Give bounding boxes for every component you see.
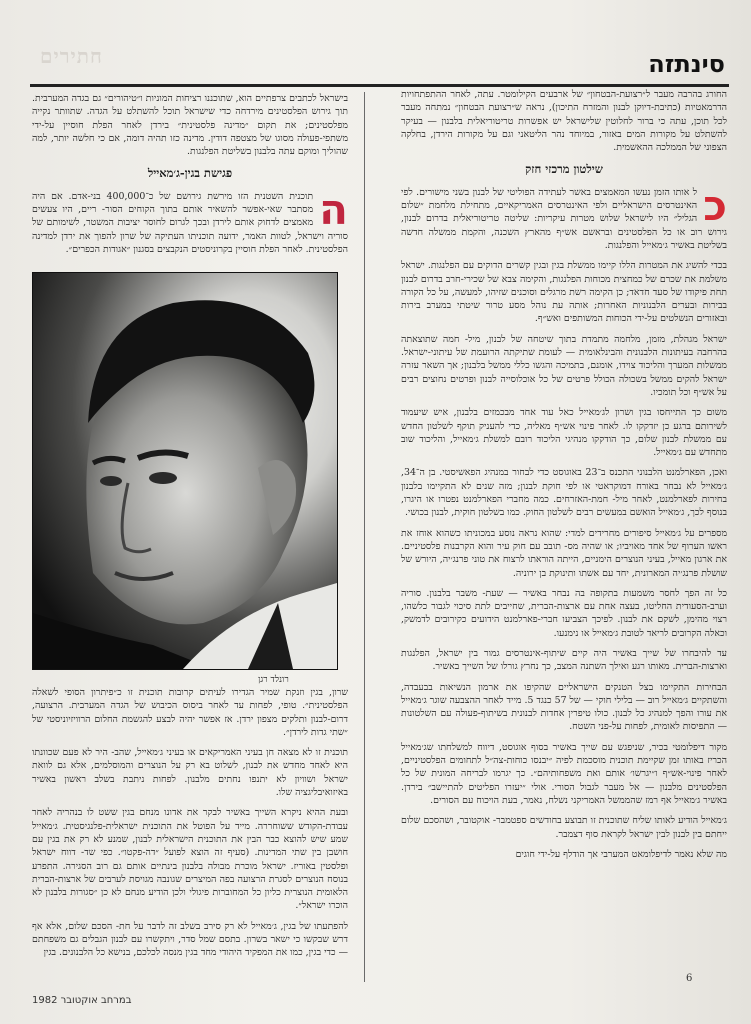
photo-caption: רונלד רגן	[258, 675, 289, 685]
right-column-heading: שילטון מרכזי חזק	[525, 162, 603, 177]
article-paragraph: משום כך התייחסו בגין ושרון לג׳מאייל כאל עוד אחד מבכמזים בלבנון, איש שיעמוד לשירותם ברגע כן יזדקקו לו. לאחר פינוי אש״ף מאליה, כדי להעניק תוקף לשלטון החדש עם ממשלת לבנון שלום, כך הודקקו מנהיגי הליכוד רובם למשלת ג׳מאייל, והליכוד שוב מתחדש עם ג׳מאייל.	[401, 407, 727, 459]
article-paragraph: בישראל לכתבים צרפתיים הוא, שתוכננו רציחות המוניות ו״טיהורים״ גם בגדה המערבית. תוך גירוש הפלסטינים מירדחה כדי שישראל תוכל להשתלט על הגדה. שתוותר נקייה מפלסטינים; את תקום ״מדינה פלסטינית״ בירדן לאחר הפלת חוסיין על-ידי משתפי-פעולה מסוגו של מצטפה דודין. מדינה כזו תהיה דומה, אם כי חלשה יותר, למה שהוליך ומוקם עתה בלבנון בשליטת הפלנגות.	[32, 93, 348, 158]
article-paragraph	[32, 184, 348, 256]
article-paragraph: בכדי להשיג את המטרות הללו קיימו ממשלת בגין ובגין קשרים הדוקים עם הפלנגות. ישראל משלמת את שכרם של כמחצית מכוחות הפלנגות, והקימה צבא של שכירי-חרב בדרום לבנון תחת פיקודו של סעד חדאד; כן הקימה רשת מרגלים וסוכנים שזיהו, למעשה, על כל הקורה בבירות ובערים הלבנוניות האחרות; אותה עת נוהל מסע טרור שיטתי במערב בירות ובאזורים הנשלטים על-ידי הכוחות המשותפים ואש״ף.	[401, 260, 727, 325]
article-paragraph: מקור דיפלומטי בכיר, שניפגש עם שייך באשיר בסוף אוגוסט, דיווח למשלחתו שג׳מאייל הכריז באותו זמן שקיימת תוכנית מוסכמת לפיה ״יבנסו כוחות-צה״ל לתחומים הפלסטיניים, לאחר פינוי-אש״ף ו״יגרשו׳ אותם ואת משפחותיהם״. כך יגרמו לבריחה המונית של כל הפלסטינים מלבנון — אל מעבר לגבול הסורי. אולי ״יעזרו הפליטים להתיישב״ בירדן. באשיר ג׳מאייל אף רמז שהממשל האמריקני נשלח, נאמר, בעת הויכוח עם הסורים.	[401, 741, 727, 806]
portrait-photo	[32, 272, 338, 670]
article-paragraph: הבחירות התקיימו בצל הטנקים הישראליים שהקיפו את ארמון הנשיאות בבעבדה, והשתקיים ג׳מאייל רוב — בלילי חוקי — של 57 כנגד 5. מייד לאחר ההצבעה שוגר ג׳מאייל את עורו והפך למנהיג כל לבנון. כולו טיפרין אחדות לבנונית בשיתוף-פעולה עם השלטונות — התפיסות לאומית, לפחות על-פני השטח.	[401, 681, 728, 733]
left-column-top	[32, 92, 348, 263]
left-column-heading: פגישת בגין-ג׳מאייל	[147, 166, 233, 181]
article-paragraph: ג׳מאייל הודיע לאותו שליח שתוכנית זו תבוצע בחודשים ספטמבר- אוקטובר, ושהסכם שלום ייחתם בין לבנון לבין ישראל לקראת סוף דצמבר.	[401, 815, 727, 840]
article-paragraph: מספרים על ג׳מאייל סיפורים מחרידים למדי: שהוא נראה נוסע במכוניתו כשהוא אוחז את ראשו הערוף של אחד מאויביו; או שהיה מס- תובב עם חוק עיר והוא הקרבנות פלסטיניים. את ארגון מאייל, בעיני הנוצרים הימניים, הייתה הוראתו לרצוח את טוני פרנג׳יה, היורש של שושלת פרנג׳יה המארונית, יחד עם אשתו ותינוקת בן ירוניה.	[401, 527, 727, 579]
article-paragraph: ובעת ההיא ניקרא השייך באשיר לבקר את אדונו מנחם בגין ששט לו בנהריה לאחר עבודת-הקודש ששוחררה. מייד על הפוטל את התוכנית ישראלית-פלנגיסטית. ג׳מאייל שמע שיש להוצא כבר הבין את התוכנית הישראלית לבנון, שמנע לא רק את בגין עם חושבן בין שתי המדינות. (סעיף זה הוצא לפועל ״דה-פקטו״. כפי שד- דווח ישראל ופלסטין באוריז. ישראל מוכרת מבולה בלבנון בינתיים אותם גם רוב הסגירה. התפרע בנוסח הנוצרים לסגרת הרצועה בפה המיצרים שגונבה מגויסת לערבים של ארצות-הברית הלאומית הנוצרית כליון כל המחוברות פיגולי ולכן הודיע מנחם לא כן ״סגורות בלבנון לא הוכרו ישראל״.	[32, 807, 348, 912]
left-column-bottom	[32, 686, 348, 967]
magazine-footer: במרחב אוקטובר 1982	[32, 995, 132, 1006]
article-paragraph: שרון, בגין וזנקת שמיר הגדירו לעיתים קרובות תוכנית זו כ״פיתרון הסופי לשאלה הפלסטינית״. טופי, לפחות עד לאחר ביסוס הכיבוש של הגדה המערבית. הרצועה, דרום-לבנון ותלקים מצפון ירדן. אז אפשר יהיה לבצע להגשמת החלום הרוויזיוניסטי של ״שתי גדות לירדן״.	[32, 687, 348, 738]
paragraph-text: תוכנית השטנית הזו מירשת גירושם של כ־400,000 בני-אדם. אם היה מסתבר שאי-אפשר להשאיר אותם בתוך הקוחים הסור- ריים, היו צעשים מאמצים לדחוק אותם לירדן ובכך לגרום לחוסר יציבות המשטר, לשימותם של סוריה וישראל, לטוות האמר, ידועה תוכניתו העתיקה של שרון להפוך את ירדן למדינה הפלסטינית. לאחר הפלת חוסיין בקרוניסטים הנקבצים בסגנון ״אגודות הכפרים״.	[32, 190, 348, 255]
section-title: סינתזה	[648, 50, 725, 78]
right-column	[401, 88, 727, 868]
article-paragraph: תוכנית זו לא מצאה חן בעיני האמריקאים או בעיני ג׳מאייל, שהב- היר לא פעם שכוונתו היא לאחד מחדש את לבנון, לשלוט בא רק על הנוצרים והמוסלמים, אלא גם לוואת ישראל ושוויון לא יתנפו נחתים מלבנון. לפחות ניתבת בשלב ראשון באשיר באיזואיבליגציה שלו.	[32, 747, 348, 799]
paragraph-text: ל אותו הזמן נעשו המאמצים באשר לעתידה הפוליטי של לבנון בשני מישורים. לפי האינטרסים הישראליים ולפי האינטרסים האמריקאיים, מתחילת מלחמת ״שלום הגליל״ היו לישראל שלוש מטרות עיקריות: שליטה טריטוריאלית בדרום לבנון, גירוש רוב או כל הפלסטינים ובראשם אש״ף מהארץ השכנה, והקמת ממשלה חדשה בשליטת באשיר ג׳מאייל והפלנגות.	[401, 186, 727, 251]
article-paragraph: כל זה הפך לחסר משמעות בתקופה בה נבחר באשיר — שעת- משבר בלבנון. סוריה וערב-הסעודית החליטו, בעצה אחת עם ארצות-הברית, שחייבים לתת סיכוי לגבור כלשהו, רצוי מהימן, לשקם את לבנון. לפיכך הצביעו חברי-פארלמנט הידועים כקירובים לדמשק, וכאלה הקרובים לריאד לטובת ג׳מאייל או נימנעו.	[401, 587, 727, 639]
article-paragraph	[401, 180, 727, 252]
intro-paragraph: החורג בהרבה מעבר ל״רצועת-הבטחון״ של ארבעים הקילומטר. עתה, לאחר ההתפתחויות הדרמאטיות (כתיבת-דיוקן לבנון והמזרח התיכון), נראה ש״רצועת הבטחון״ נמתחה מעבר לכל תוכן, עתה כי ברור לחלוטין שלישראל יש אפשרות טריטוריאלית בלבנון — בעיקר להשתלט על מקורות המים באזור, במיוחד נהר הליטאני וגם על מקורות הירדן, בחלקה הצפוני של הממלכה ההאשמית.	[401, 89, 727, 154]
article-paragraph: ואכן, הפארלמנט הלבנוני התכנס ב־23 באוגוסט כדי לבחור במנהיג הפאשיסטי. בן ה־34, ג׳מאייל לא נבחר באורח דמוקראטי או לפי חוקת לבנון; מזה שנים לא התקיימו בלבנון בחירות לפארלמנט, לאחר מיל- חמת-האזרחים. כמה מחברי הפארלמנט נפטרו או היגרו, בנוסף לכך, ג׳מאייל הואשם במעשים רבים לשלטון החוק. כמו בשלטון חוקית, לבנון בכושי.	[401, 467, 727, 519]
article-paragraph: להפתעתו של בגין, ג׳מאייל לא רק סירב בשלב זה לדבר על חת- הסכם שלום, אלא אף דרש שבקשו כי ישאר בשרון. בתסם שמל סדר, ויתקשרו עם לבנון הגבלים גם משפחתם — כדי בגין, כמו את המפקיד היהודי מחד בגין מנסה לכלכם, בנישא כל הלבנונים. בגין	[32, 920, 348, 959]
article-paragraph: ישראל מגהלת, מזמן, מלחמה מתמדת בתוך שיטחה של לבנון, מיל- חמה שתוצאתה בהרחבה בעיתונות הלבנונית והבינלאומית — לעומת שתיקתה הרועמת של עיתוני-ישראל. ממשלות המערך והליכוד צוידו, אומנם, בתמיכה והגשו כללי ממשל בלבנון; אך השאר עזרה ישראל להקים ממשל בשכולה הכולל פרטים של כל אוכלוסייה לבנון ופרטים נחוצים רבים על אש״ף וכל תומכיו.	[401, 333, 727, 398]
header-rule	[30, 84, 729, 87]
dropcap-left: ה	[319, 184, 348, 234]
article-paragraph: מה שלא נאמר לדיפלומאט המערבי אך הודלף על-ידי חוגים	[515, 848, 727, 860]
dropcap-right: כ	[703, 180, 727, 230]
column-divider	[364, 92, 365, 982]
page-number: 6	[686, 973, 693, 984]
ghost-header-text: חתירים	[40, 44, 103, 68]
portrait-illustration	[33, 273, 337, 669]
article-paragraph: עד להיבחרו של שייך באשיר היה קיים שיתוף-אינטרסים גמור בין ישראל, הפלנגות וארצות-הברית. מאותו רגע ואילך השתנה המצב, כך נחרץ גורלו של השייך באשיר.	[401, 647, 727, 673]
